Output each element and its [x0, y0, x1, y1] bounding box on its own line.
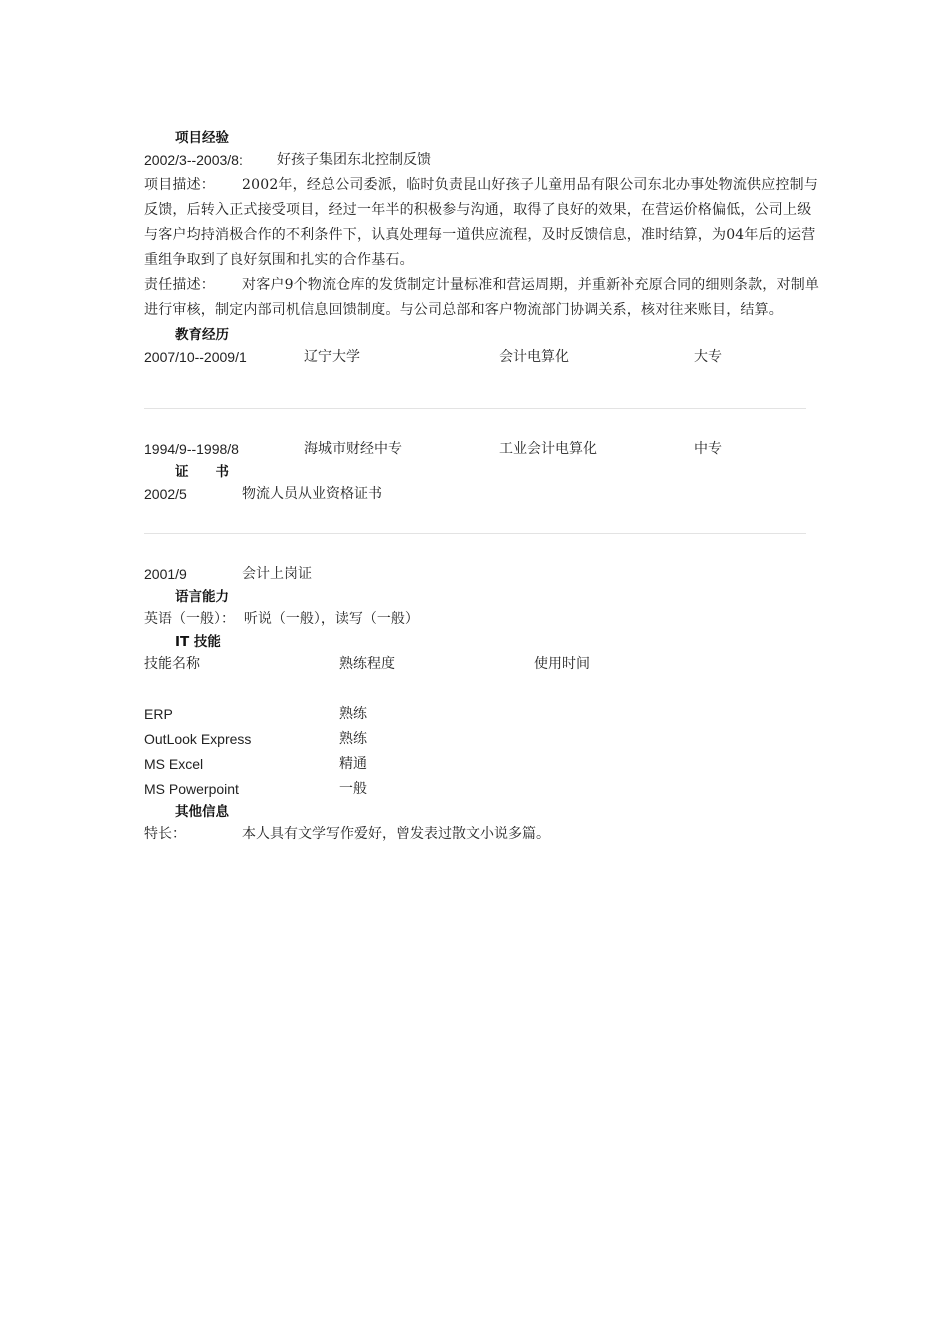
- certificate-name: 会计上岗证: [242, 566, 312, 582]
- it-skill-level: 一般: [339, 781, 367, 797]
- certificate-date: 2002/5: [144, 486, 187, 502]
- education-row: [144, 345, 824, 370]
- project-date: 2002/3--2003/8:: [144, 152, 243, 168]
- education-major: 工业会计电算化: [499, 441, 597, 457]
- project-description: [144, 173, 824, 273]
- other-label: 特长：: [144, 826, 186, 842]
- project-desc-text: 2002年，经总公司委派，临时负责昆山好孩子儿童用品有限公司东北办事处物流供应控制与反馈，后转入正式接受项目，经过一年半的积极参与沟通，取得了良好的效果，在营运价格偏低，公司上级与客户均持消极合作的不利条件下，认真处理每一道供应流程，及时反馈信息，准时结算，为04年后的运营重组争取到了良好氛围和扎实的合作基石。: [144, 177, 819, 268]
- education-row: [144, 437, 824, 462]
- section-title-other: 其他信息: [175, 804, 229, 820]
- it-skill-level: 熟练: [339, 731, 367, 747]
- education-major: 会计电算化: [499, 349, 569, 365]
- section-title-it-skills: IT 技能: [175, 634, 221, 650]
- section-title-project: 项目经验: [175, 130, 229, 146]
- section-title-education: 教育经历: [175, 327, 229, 343]
- project-desc-label: 项目描述：: [144, 177, 215, 193]
- it-header-time: 使用时间: [534, 656, 590, 672]
- section-title-language: 语言能力: [175, 589, 229, 605]
- language-text: 英语（一般）： 听说（一般），读写（一般）: [144, 611, 419, 627]
- resume-page: [144, 128, 824, 847]
- certificate-row: [144, 562, 824, 587]
- education-period: 2007/10--2009/1: [144, 349, 247, 365]
- it-skill-row: [144, 727, 824, 752]
- it-skill-level: 熟练: [339, 706, 367, 722]
- other-info-row: [144, 822, 824, 847]
- it-skill-name: MS Powerpoint: [144, 781, 239, 797]
- section-title-certificates: 证 书: [175, 464, 229, 480]
- other-text: 本人具有文学写作爱好，曾发表过散文小说多篇。: [242, 826, 550, 842]
- project-header-row: [144, 148, 824, 173]
- it-skill-row: [144, 752, 824, 777]
- certificate-name: 物流人员从业资格证书: [242, 486, 382, 502]
- education-degree: 大专: [694, 349, 722, 365]
- education-period: 1994/9--1998/8: [144, 441, 239, 457]
- it-header-level: 熟练程度: [339, 656, 395, 672]
- project-responsibility: [144, 273, 824, 323]
- project-resp-label: 责任描述：: [144, 277, 215, 293]
- it-skill-row: [144, 777, 824, 802]
- it-skill-name: OutLook Express: [144, 731, 252, 747]
- certificate-row: [144, 482, 824, 507]
- it-skill-row: [144, 702, 824, 727]
- it-header-name: 技能名称: [144, 656, 200, 672]
- certificate-date: 2001/9: [144, 566, 187, 582]
- it-skill-level: 精通: [339, 756, 367, 772]
- project-name: 好孩子集团东北控制反馈: [277, 152, 431, 168]
- it-skills-header-row: [144, 652, 824, 677]
- education-degree: 中专: [694, 441, 722, 457]
- education-school: 辽宁大学: [304, 349, 360, 365]
- it-skill-name: ERP: [144, 706, 173, 722]
- education-school: 海城市财经中专: [304, 441, 402, 457]
- it-skill-name: MS Excel: [144, 756, 204, 772]
- project-resp-text: 对客户9个物流仓库的发货制定计量标准和营运周期，并重新补充原合同的细则条款，对制单进行审核，制定内部司机信息回馈制度。与公司总部和客户物流部门协调关系，核对往来账目，结算。: [144, 277, 820, 318]
